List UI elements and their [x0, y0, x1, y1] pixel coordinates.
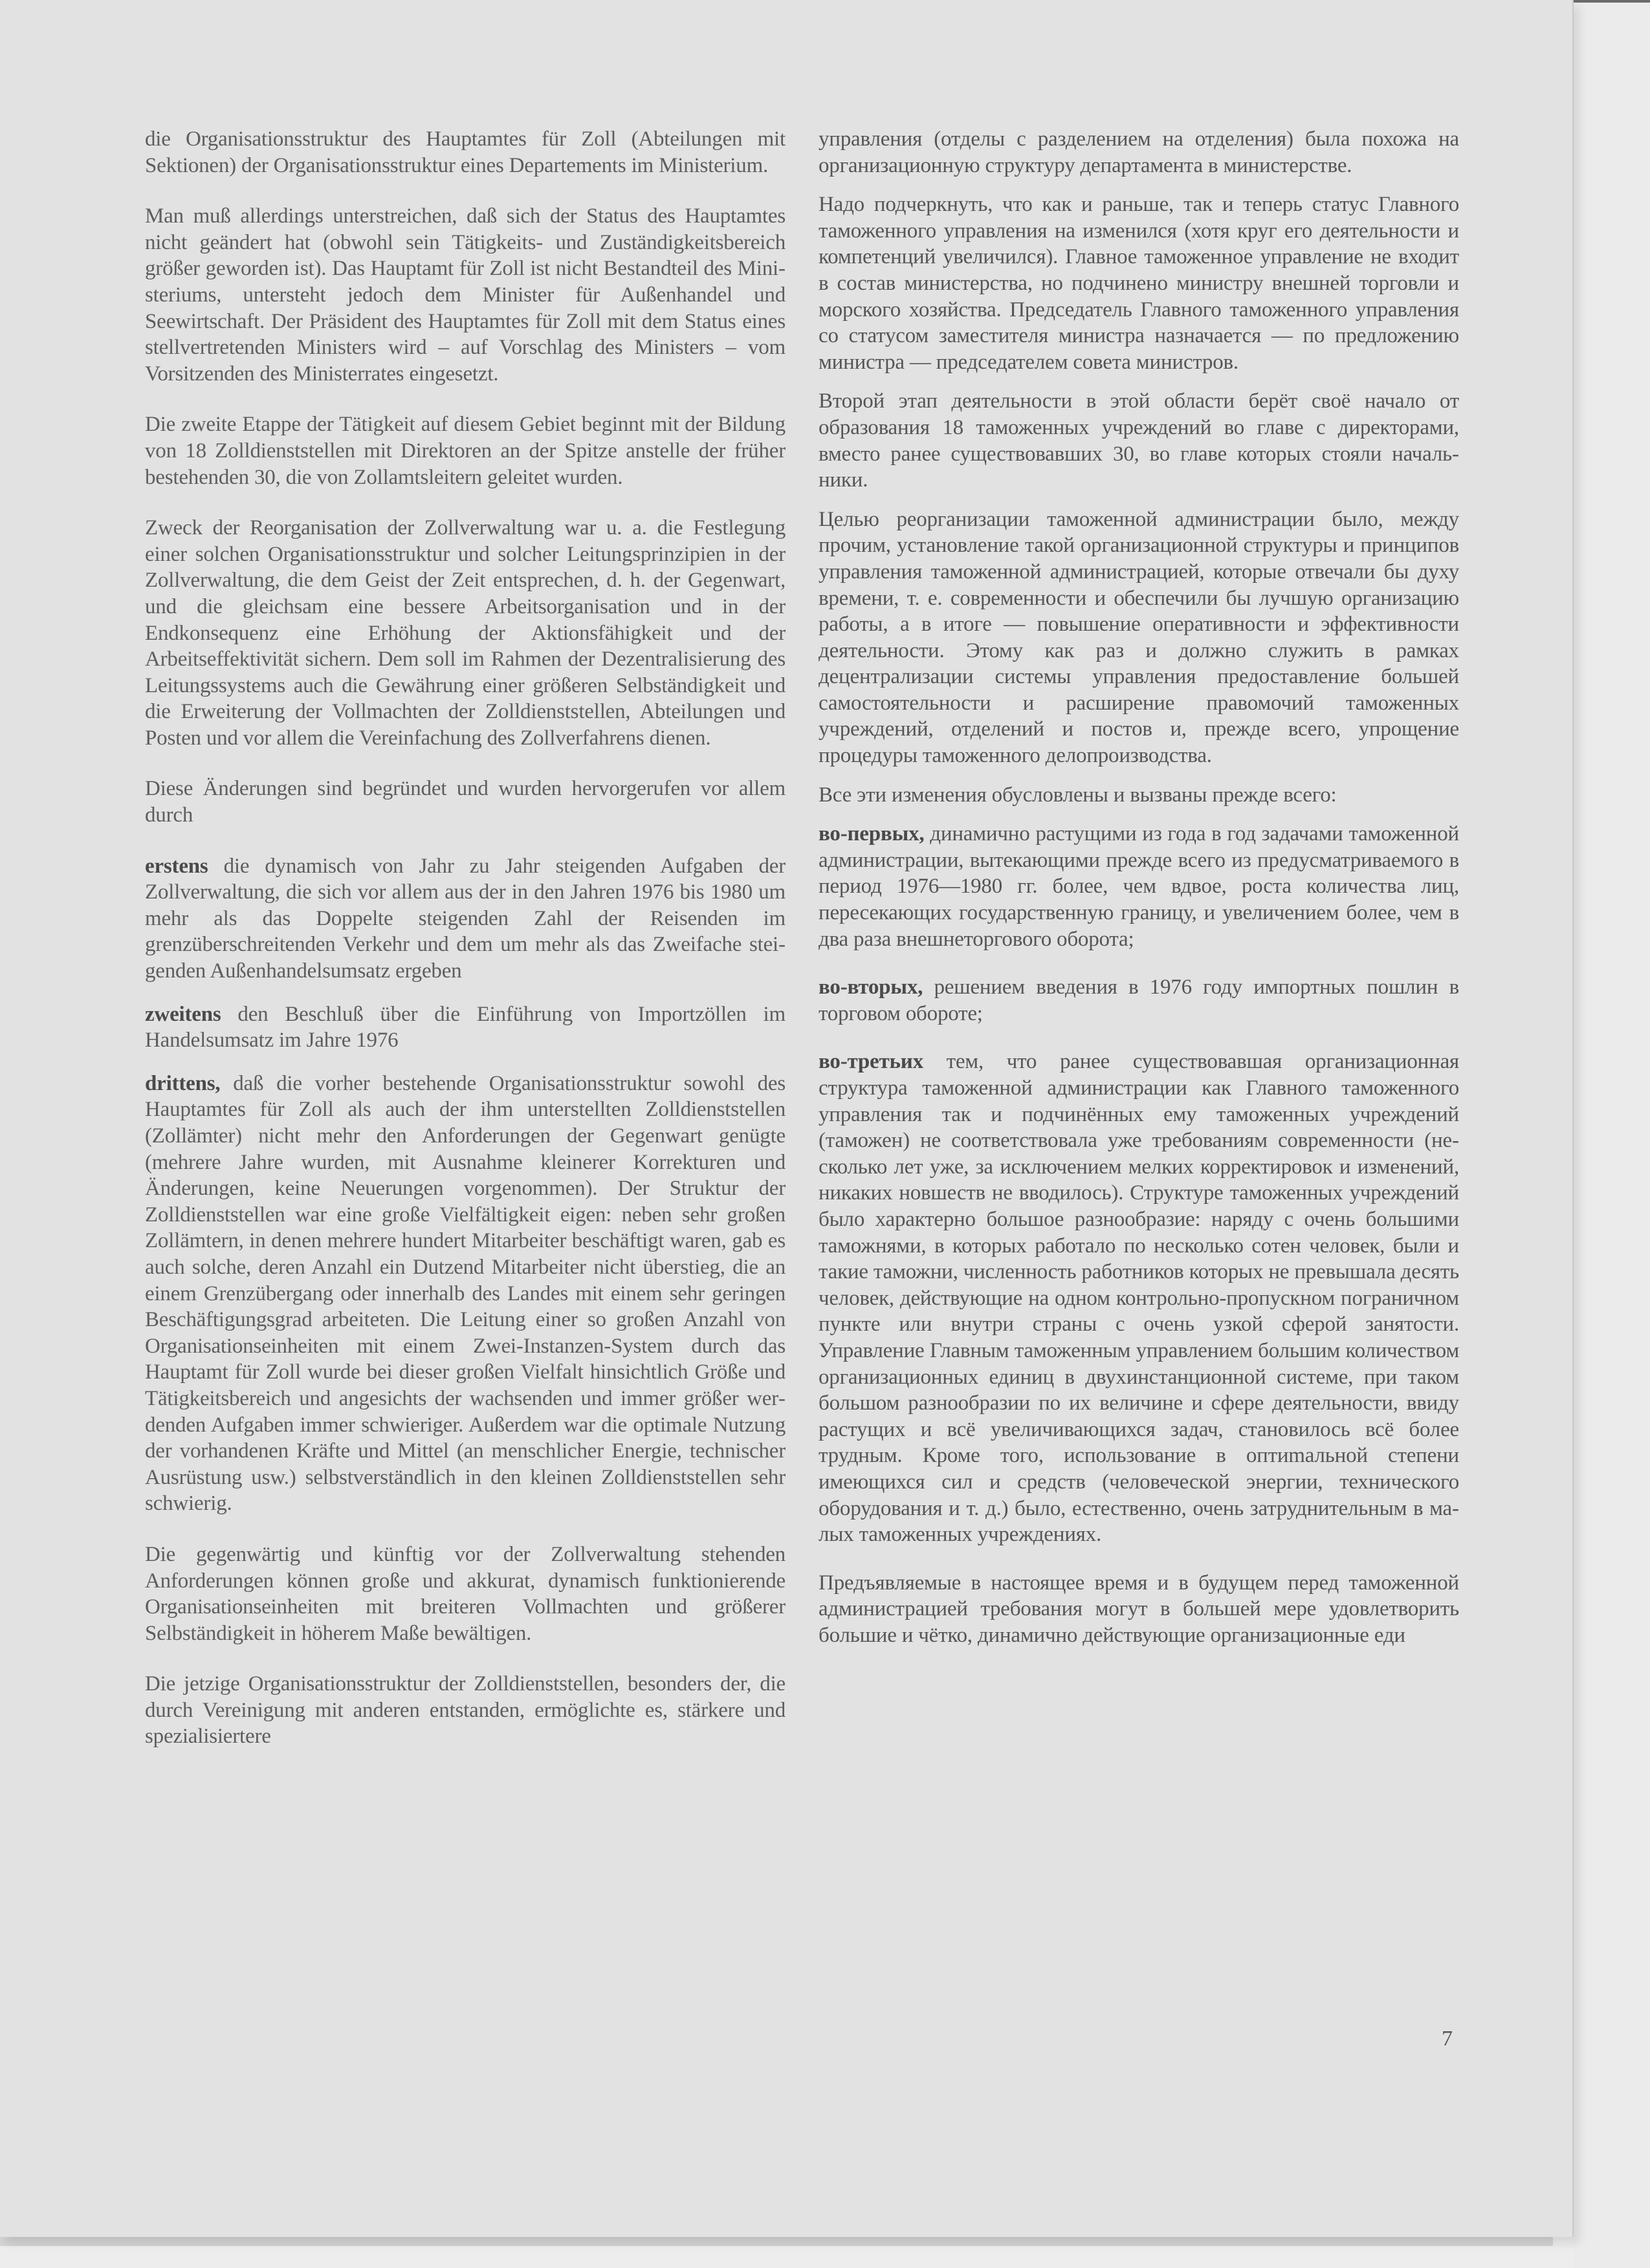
russian-column: [819, 126, 1459, 1661]
paragraph: Надо подчеркнуть, что как и раньше, так и теперь статус Главного таможенного управления на изменился (хотя круг его деятельности и компетенций увеличился). Главное таможенное управление не входит в состав министерства, но подчинено министру внешней торговли и морского хозяйства. Председатель Главного таможенного управления со статусом заместителя министра назначается — по предложению министра — председателем совета министров.: [819, 193, 1459, 374]
paragraph-continued: Предъявляемые в настоящее время и в будущем перед таможенной администрацией требования могут в большей мере удовлетворить большие и чётко, динамично действующие организационные еди: [819, 1571, 1459, 1647]
enumeration-label: во-третьих: [819, 1050, 923, 1074]
paragraph: Все эти изменения обусловлены и вызваны прежде всего:: [819, 783, 1337, 807]
page-number: 7: [1442, 2027, 1453, 2051]
sheet-edge: [1572, 0, 1650, 3]
paragraph: Целью реорганизации таможенной администрации было, между прочим, установление такой организационной структуры и принципов управления таможенной администрацией, которые отвечали бы духу времени, т. е. современности и обеспечили бы лучшую организацию работы, а в итоге — повышение оперативности и эффективности деятельности. Этому как раз и должно служить в рамках децентрализации системы управления предоставление большей самостоятельности и расширение правомочий таможенных учреждений, отделений и постов и, прежде всего, упрощение процедуры таможенного делопроизводства.: [819, 507, 1459, 768]
paragraph: Zweck der Reorganisation der Zollverwaltung war u. a. die Festlegung einer solchen Organisationsstruktur und solcher Leitungsprinzipien in der Zollverwaltung, die dem Geist der Zeit entsprechen, d. h. der Gegenwart, und die gleichsam eine bessere Arbeitsorganisation und in der Endkonsequenz eine Erhöhung der Aktionsfähigkeit und der Arbeitseffektivität sichern. Dem soll im Rahmen der Dezentralisierung des Leitungssystems auch die Gewährung einer größeren Selbständigkeit und die Erweiterung der Vollmachten der Zolldienststellen, Abteilungen und Posten und vor allem die Vereinfachung des Zollverfahrens dienen.: [145, 516, 786, 750]
enumerated-paragraph-second: zweitens den Beschluß über die Einführung von Importzöllen im Handelsumsatz im Jahre 1976: [145, 1002, 786, 1052]
enumerated-paragraph-first: erstens die dynamisch von Jahr zu Jahr steigenden Aufgaben der Zollverwaltung, die sich vor allem aus der in den Jahren 1976 bis 1980 um mehr als das Doppelte steigenden Zahl der Reisenden im grenzüberschreitenden Verkehr und dem um mehr als das Zweifache steigenden Außenhandelsumsatz ergeben: [145, 854, 786, 983]
enumeration-label: erstens: [145, 854, 208, 878]
enumerated-paragraph-first: во-первых, динамично растущими из года в год задачами таможенной администрации, вытекающими прежде всего из предусматриваемого в период 1976—1980 гг. более, чем вдвое, роста количества лиц, пересекающих государственную границу, и увеличением более, чем в два раза внешнеторгового оборота;: [819, 822, 1459, 951]
paragraph: die Organisationsstruktur des Hauptamtes für Zoll (Abteilungen mit Sektionen) der Organisationsstruktur eines Departements im Ministerium.: [145, 127, 786, 177]
enumerated-paragraph-third: во-третьих тем, что ранее существовавшая организационная структура таможенной администрации как Главного таможенного управления так и подчинённых ему таможенных учреждений (таможен) не соответствовала уже требованиям современности (несколько лет уже, за исключением мелких корректировок и изменений, никаких новшеств не вводилось). Структуре таможенных учреждений было характерно большое разнообразие: наряду с очень большими таможнями, в которых работало по несколько сотен человек, были и такие таможни, численность работников которых не превышала десять человек, действующие на одном контрольно-пропускном пограничном пункте или внутри страны с очень узкой сферой занятости. Управление Главным таможенным управлением большим количеством организационных единиц в двухинстанционной системе, при таком большом разнообразии по их величине и сфере деятельности, ввиду растущих и всё увеличивающихся задач, становилось всё более трудным. Кроме того, использование в оптиmальной степени имеющихся сил и средств (человеческой энергии, технического оборудования и т. д.) было, естественно, очень затруднительным в малых таможенных учреждениях.: [819, 1050, 1459, 1547]
enumeration-label: во-первых,: [819, 822, 925, 846]
paragraph: Die zweite Etappe der Tätigkeit auf diesem Gebiet beginnt mit der Bildung von 18 Zolldienststellen mit Direktoren an der Spitze anstelle der früher bestehenden 30, die von Zollamtsleitern geleitet wurden.: [145, 413, 786, 489]
enumerated-paragraph-second: во-вторых, решением введения в 1976 году импортных пошлин в торговом обороте;: [819, 976, 1459, 1025]
enumeration-label: zweitens: [145, 1002, 221, 1026]
page-shadow: [0, 2237, 1553, 2246]
paragraph: управления (отделы с разделением на отделения) была похожа на организационную структуру департамента в министерстве.: [819, 127, 1459, 177]
paragraph: Diese Änderungen sind begründet und wurden hervorgerufen vor allem durch: [145, 777, 786, 827]
paragraph: Die gegenwärtig und künftig vor der Zollverwaltung stehenden Anforderungen können große und akkurat, dynamisch funktionierende Organisationseinheiten mit breiteren Vollmachten und größerer Selbständigkeit in höherem Maße bewältigen.: [145, 1542, 786, 1645]
enumeration-label: drittens,: [145, 1071, 221, 1095]
paragraph-continued: Die jetzige Organisationsstruktur der Zolldienststellen, besonders der, die durch Vereinigung mit anderen entstanden, ermöglichte es, stärkere und spezialisiertere: [145, 1672, 786, 1749]
german-column: [145, 126, 786, 1774]
background-sheet: [1574, 0, 1650, 2268]
enumeration-label: во-вторых,: [819, 976, 923, 999]
enumerated-paragraph-third: drittens, daß die vorher bestehende Organisationsstruktur sowohl des Hauptamtes für Zoll als auch der ihm unterstellten Zolldienststellen (Zollämter) nicht mehr den Anforderungen der Gegenwart genügte (mehrere Jahre wurden, mit Ausnahme kleinerer Korrekturen und Änderungen, keine Neuerungen vorgenommen). Der Struktur der Zolldienststellen war eine große Vielfältigkeit eigen: neben sehr großen Zollämtern, in denen mehrere hundert Mitarbeiter beschäftigt waren, gab es auch solche, deren Anzahl ein Dutzend Mitarbeiter nicht überstieg, die an einem Grenzübergang oder innerhalb des Landes mit einem sehr geringen Beschäftigungsgrad arbeiteten. Die Leitung einer so großen Anzahl von Organisationseinheiten mit einem Zwei-Instanzen-System durch das Hauptamt für Zoll wurde bei dieser großen Vielfalt hinsichtlich Größe und Tätigkeitsbereich und angesichts der wachsenden und immer größer werdenden Aufgaben immer schwieriger. Außerdem war die optimale Nutzung der vorhandenen Kräfte und Mittel (an menschlicher Energie, technischer Ausrüstung usw.) selbstverständlich in den kleinen Zolldienststellen sehr schwierig.: [145, 1071, 786, 1516]
paragraph: Второй этап деятельности в этой области берёт своё начало от образования 18 таможенных учреждений во главе с директорами, вместо ранее существовавших 30, во главе которых стояли начальники.: [819, 389, 1459, 492]
paragraph: Man muß allerdings unterstreichen, daß sich der Status des Hauptamtes nicht geändert hat (obwohl sein Tätigkeits- und Zuständigkeitsbereich größer geworden ist). Das Hauptamt für Zoll ist nicht Bestandteil des Ministeriums, untersteht jedoch dem Minister für Außenhandel und Seewirtschaft. Der Präsident des Hauptamtes für Zoll mit dem Status eines stellvertretenden Ministers wird – auf Vorschlag des Ministers – vom Vorsitzenden des Ministerrates eingesetzt.: [145, 204, 786, 386]
